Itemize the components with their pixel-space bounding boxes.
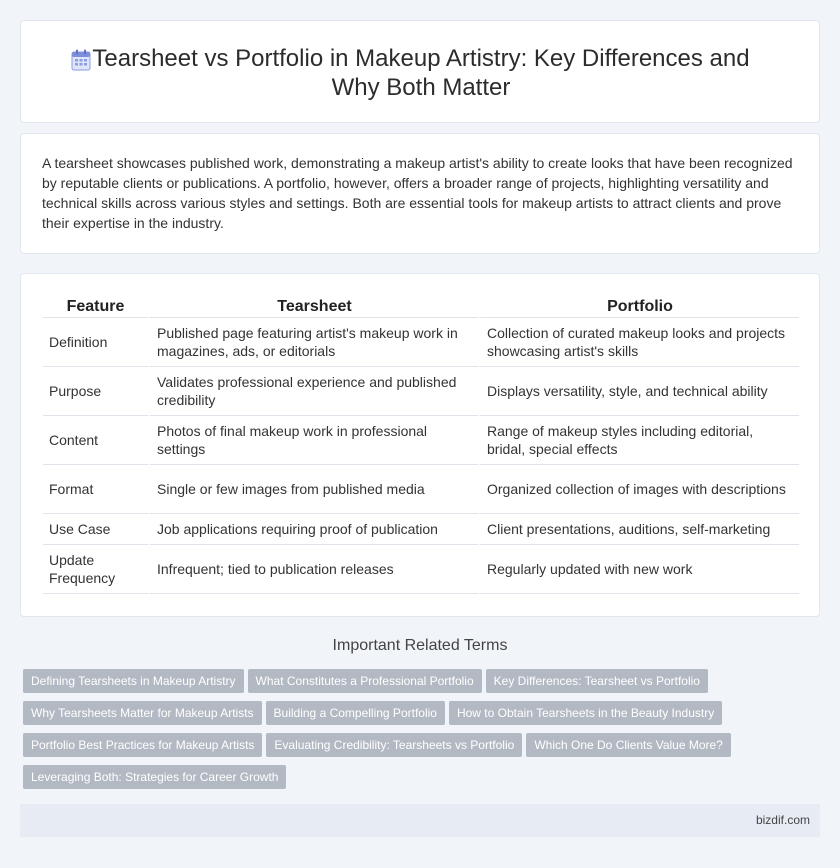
footer-brand-link[interactable]: bizdif.com [755,813,810,827]
related-term-tag[interactable]: Portfolio Best Practices for Makeup Artists [23,733,262,757]
column-header-tearsheet: Tearsheet [148,294,478,318]
portfolio-cell: Range of makeup styles including editorial, bridal, special effects [478,416,799,465]
table-row [43,545,799,594]
summary-text: A tearsheet showcases published work, demonstrating a makeup artist's ability to create looks that have been recognized by reputable clients or publications. A portfolio, however, offers a broader range of projects, highlighting versatility and technical skills across various styles and settings. Both are essential tools for makeup artists to attract clients and prove their expertise in the industry. [42,155,793,231]
related-term-tag[interactable]: Why Tearsheets Matter for Makeup Artists [23,701,262,725]
feature-cell: Format [43,465,148,514]
tearsheet-cell: Single or few images from published media [148,465,478,514]
table-row [43,514,799,545]
table-row [43,416,799,465]
feature-cell: Definition [43,318,148,367]
column-header-portfolio: Portfolio [478,294,799,318]
feature-cell: Purpose [43,367,148,416]
table-header-row [43,294,799,318]
related-term-tag[interactable]: Key Differences: Tearsheet vs Portfolio [486,669,708,693]
related-term-tag[interactable]: Which One Do Clients Value More? [526,733,731,757]
portfolio-cell: Client presentations, auditions, self-marketing [478,514,799,545]
summary-card [20,133,820,254]
related-term-tag[interactable]: Building a Compelling Portfolio [266,701,445,725]
related-term-tag[interactable]: What Constitutes a Professional Portfolio [248,669,482,693]
related-term-tag[interactable]: Defining Tearsheets in Makeup Artistry [23,669,244,693]
related-term-tag[interactable]: How to Obtain Tearsheets in the Beauty Industry [449,701,722,725]
tearsheet-cell: Photos of final makeup work in professional settings [148,416,478,465]
feature-cell: Update Frequency [43,545,148,594]
tearsheet-cell: Infrequent; tied to publication releases [148,545,478,594]
tearsheet-cell: Job applications requiring proof of publication [148,514,478,545]
feature-cell: Content [43,416,148,465]
feature-cell: Use Case [43,514,148,545]
comparison-table [43,294,799,594]
table-row [43,367,799,416]
portfolio-cell: Displays versatility, style, and technical ability [478,367,799,416]
column-header-feature: Feature [43,294,148,318]
related-term-tag[interactable]: Evaluating Credibility: Tearsheets vs Portfolio [266,733,522,757]
portfolio-cell: Regularly updated with new work [478,545,799,594]
related-term-tag[interactable]: Leveraging Both: Strategies for Career Growth [23,765,286,789]
tearsheet-cell: Validates professional experience and published credibility [148,367,478,416]
related-terms-heading: Important Related Terms [332,637,508,654]
tearsheet-cell: Published page featuring artist's makeup work in magazines, ads, or editorials [148,318,478,367]
comparison-table-card [20,273,820,617]
table-row [43,465,799,514]
related-terms-list [23,669,813,797]
table-row [43,318,799,367]
portfolio-cell: Collection of curated makeup looks and projects showcasing artist's skills [478,318,799,367]
portfolio-cell: Organized collection of images with descriptions [478,465,799,514]
footer [20,804,820,837]
title-card [20,20,820,123]
page-title: Tearsheet vs Portfolio in Makeup Artistry: Key Differences and Why Both Matter [92,44,750,101]
